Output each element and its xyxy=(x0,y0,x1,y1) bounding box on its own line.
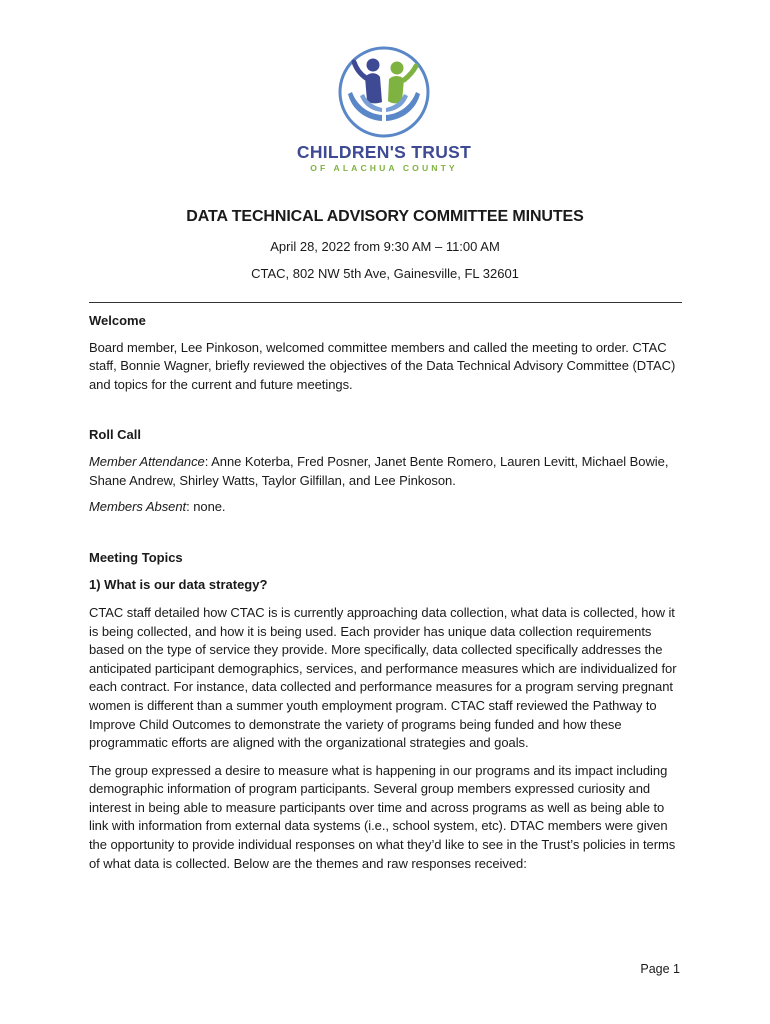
document-title: DATA TECHNICAL ADVISORY COMMITTEE MINUTES xyxy=(186,208,584,225)
topic-1-paragraph-2: The group expressed a desire to measure what is happening in our programs and its impact including demographic information of program participants. Several group members expressed curiosity and interest in being able to measure participants over time and across programs as well as being able to link with information from external data systems (i.e., school system, etc). DTAC members were given the opportunity to provide individual responses on what they’d like to see in the Trust’s policies in terms of what data is collected. Below are the themes and raw responses received: xyxy=(89,762,676,871)
logo-name: CHILDREN'S TRUST xyxy=(296,142,472,162)
attendance-list: : Anne Koterba, Fred Posner, Janet Bente Romero, Lauren Levitt, Michael Bowie, Shane Andrew, Shirley Watts, Taylor Gilfillan, and Lee Pinkoson. xyxy=(89,453,669,488)
absent-label: Members Absent xyxy=(89,499,187,515)
attendance-paragraph xyxy=(89,453,685,490)
absent-paragraph xyxy=(89,498,685,517)
meeting-topics-heading: Meeting Topics xyxy=(89,549,183,565)
welcome-heading: Welcome xyxy=(89,313,146,328)
topic-1-paragraph-1: CTAC staff detailed how CTAC is is currently approaching data collection, what data is collected, how it is being collected, and how it is being used. Each provider has unique data collection requirements based on the type of service they provide. More specifically, data collected specifically addresses the anticipated participant demographics, services, and performance measures which are individualized for each contract. For instance, data collected and performance measures for a program serving pregnant women is different than a summer youth employment program. CTAC staff reviewed the Pathway to Improve Child Outcomes to demonstrate the variety of programs being funded and how these programmatic efforts are aligned with the organizational strategies and goals. xyxy=(89,604,677,751)
page-number: Page 1 xyxy=(640,962,680,976)
topic-1-heading: 1) What is our data strategy? xyxy=(89,577,268,593)
welcome-text: Board member, Lee Pinkoson, welcomed committee members and called the meeting to order. CTAC staff, Bonnie Wagner, briefly reviewed the objectives of the Data Technical Advisory Committee (DTAC) and topics for the current and future meetings. xyxy=(89,339,676,392)
meeting-date: April 28, 2022 from 9:30 AM – 11:00 AM xyxy=(270,239,500,254)
header-divider xyxy=(89,302,682,303)
childrens-trust-logo xyxy=(296,44,472,190)
roll-call-heading: Roll Call xyxy=(89,427,142,443)
meeting-location: CTAC, 802 NW 5th Ave, Gainesville, FL 32601 xyxy=(251,266,519,281)
logo-subtitle: OF ALACHUA COUNTY xyxy=(310,163,458,173)
minutes-body xyxy=(89,312,685,873)
logo-emblem-icon xyxy=(336,44,432,140)
attendance-label: Member Attendance xyxy=(89,453,205,469)
absent-list: : none. xyxy=(186,499,226,515)
